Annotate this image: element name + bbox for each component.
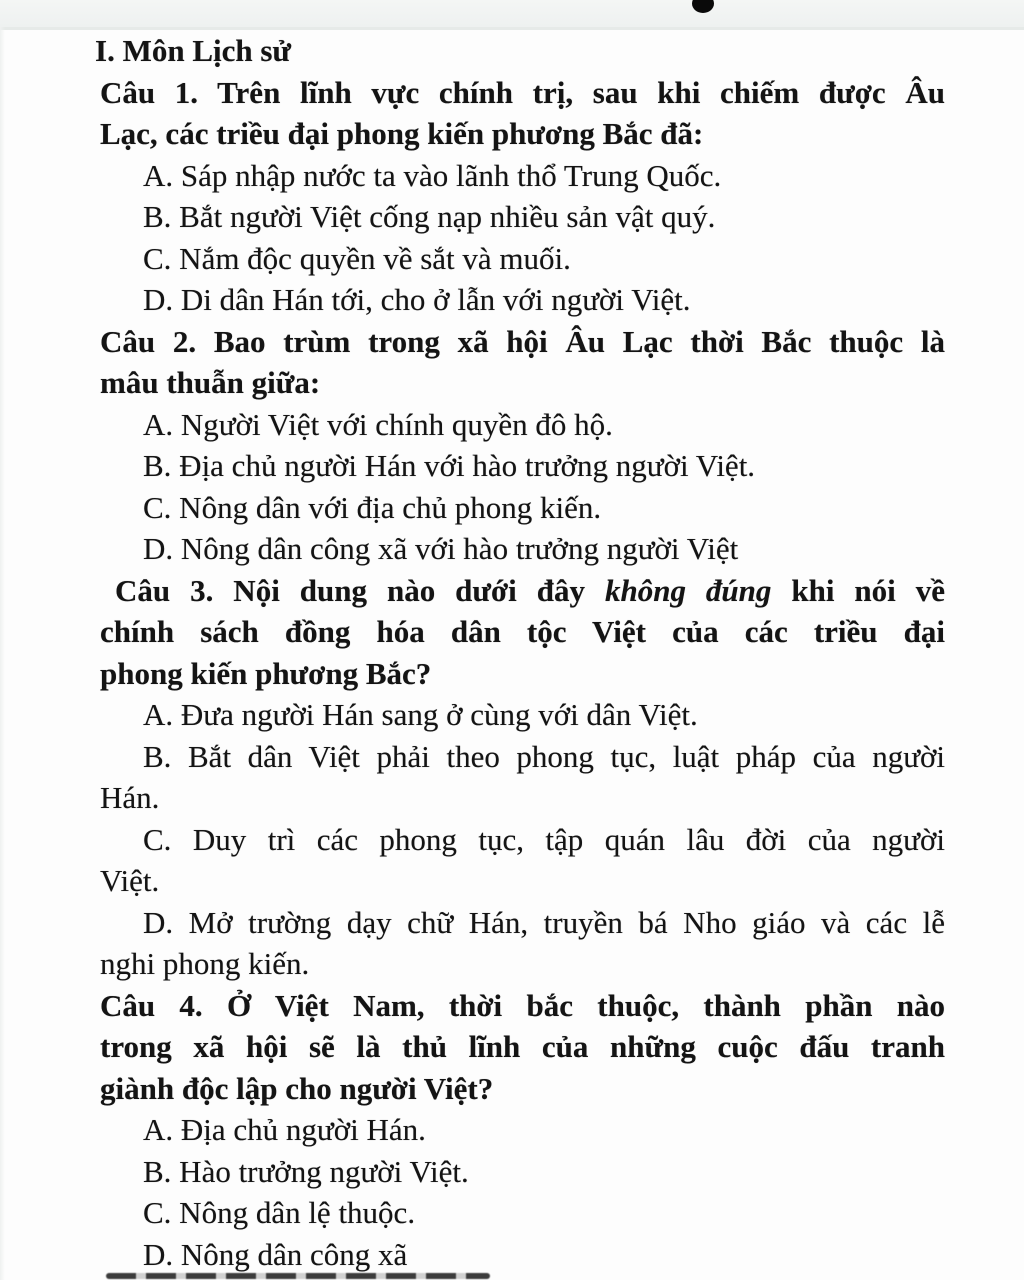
q4-stem-line-2: trong xã hội sẽ là thủ lĩnh của những cuộc đấu tranh: [100, 1029, 945, 1064]
q4-option-b: B. Hào trưởng người Việt.: [143, 1153, 469, 1189]
q4-option-c: C. Nông dân lệ thuộc.: [143, 1195, 416, 1230]
q3-option-d-line-1: D. Mở trường dạy chữ Hán, truyền bá Nho giáo và các lễ: [143, 904, 945, 940]
q2-option-d: D. Nông dân công xã với hào trưởng người Việt: [143, 531, 739, 566]
q2-stem-line-2: mâu thuẫn giữa:: [100, 365, 321, 400]
next-line-cutoff-artifact: [106, 1273, 490, 1279]
q3-option-d-line-2: nghi phong kiến.: [100, 946, 310, 981]
q4-stem-line-3: giành độc lập cho người Việt?: [100, 1070, 494, 1106]
q3-option-a: A. Đưa người Hán sang ở cùng với dân Việt.: [143, 697, 698, 732]
q1-stem-line-1: Câu 1. Trên lĩnh vực chính trị, sau khi chiếm được Âu: [100, 74, 945, 110]
question-1: [100, 72, 945, 321]
q2-option-b: B. Địa chủ người Hán với hào trưởng người Việt.: [143, 448, 756, 483]
q1-stem-line-2: Lạc, các triều đại phong kiến phương Bắc đã:: [100, 116, 704, 151]
q3-stem-line-3: phong kiến phương Bắc?: [100, 655, 432, 691]
q3-stem-part-1: Câu 3. Nội dung nào dưới đây: [115, 572, 585, 608]
q4-option-d: D. Nông dân công xã: [143, 1236, 408, 1272]
q1-option-c: C. Nắm độc quyền về sắt và muối.: [143, 240, 571, 276]
q3-stem-line-1: [100, 570, 945, 612]
q1-option-a: A. Sáp nhập nước ta vào lãnh thổ Trung Quốc.: [143, 157, 722, 193]
question-3: [100, 570, 945, 985]
question-4: [100, 985, 945, 1276]
page-top-edge: [0, 0, 1024, 30]
q3-stem-line-2: chính sách đồng hóa dân tộc Việt của các triều đại: [100, 614, 945, 649]
q3-option-b-line-1: B. Bắt dân Việt phải theo phong tục, luật pháp của người: [143, 738, 945, 774]
q2-option-a: A. Người Việt với chính quyền đô hộ.: [143, 406, 613, 442]
q4-stem-line-1: Câu 4. Ở Việt Nam, thời bắc thuộc, thành phần nào: [100, 987, 945, 1023]
q1-option-d: D. Di dân Hán tới, cho ở lẫn với người Việt.: [143, 282, 691, 317]
page-left-edge: [0, 27, 5, 1280]
q4-option-a: A. Địa chủ người Hán.: [143, 1112, 426, 1147]
q3-option-b-line-2: Hán.: [100, 780, 160, 815]
q1-option-b: B. Bắt người Việt cống nạp nhiều sản vật quý.: [143, 199, 716, 234]
q2-option-c: C. Nông dân với địa chủ phong kiến.: [143, 489, 602, 525]
q3-stem-part-2: khi nói về: [791, 572, 946, 608]
section-title: I. Môn Lịch sử: [95, 33, 292, 68]
question-2: [100, 321, 945, 570]
q2-stem-line-1: Câu 2. Bao trùm trong xã hội Âu Lạc thời Bắc thuộc là: [100, 323, 945, 359]
exam-document: [95, 30, 946, 1275]
q3-stem-part-emphasis: không đúng: [604, 572, 772, 608]
q3-option-c-line-2: Việt.: [100, 863, 160, 898]
ink-dot-artifact: [692, 0, 714, 13]
q3-option-c-line-1: C. Duy trì các phong tục, tập quán lâu đời của người: [143, 821, 945, 857]
